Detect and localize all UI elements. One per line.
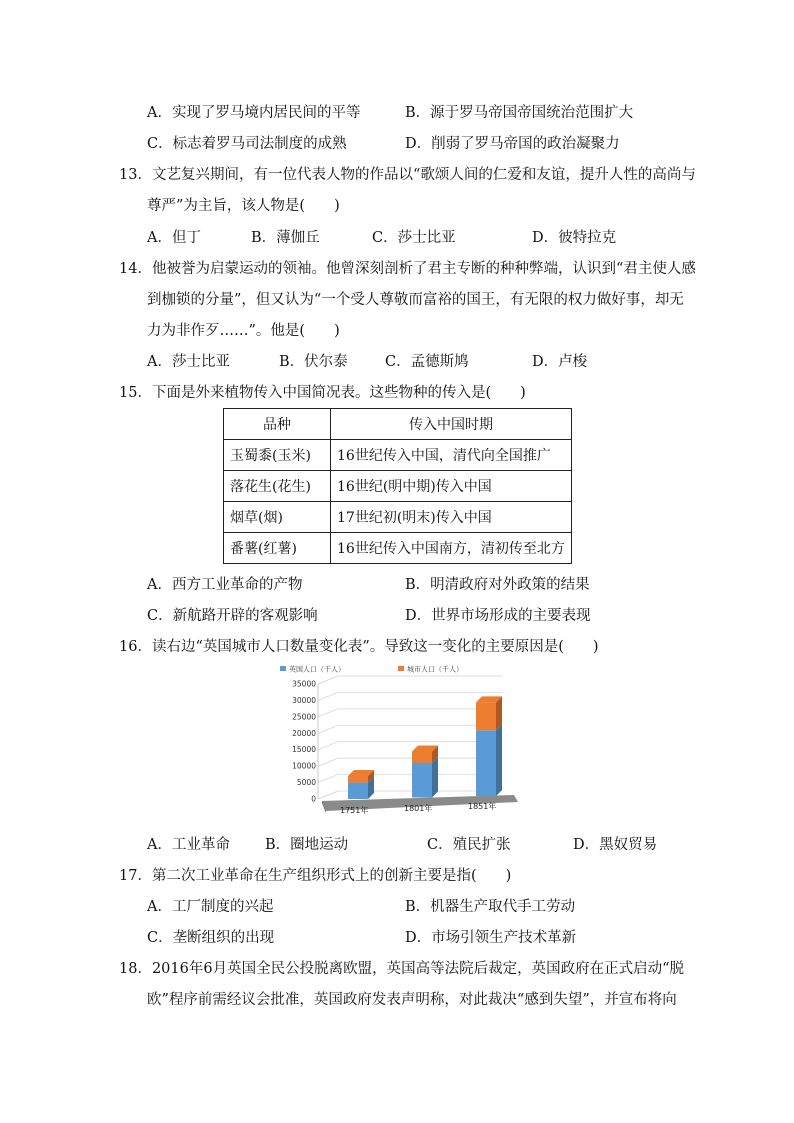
- q13-option-a: A．但丁: [147, 230, 201, 246]
- y-tick-label: 5000: [296, 778, 316, 788]
- chart-grid: [318, 676, 502, 799]
- legend-swatch: [398, 666, 404, 671]
- table-cell: 17世纪初(明末)传入中国: [331, 502, 572, 533]
- table-row: [224, 533, 572, 564]
- q17-option-a: A．工厂制度的兴起: [147, 899, 274, 915]
- grid-line: [318, 676, 338, 684]
- q16-option-b: B．圈地运动: [265, 837, 349, 853]
- q12-option-b: B．源于罗马帝国帝国统治范围扩大: [405, 105, 634, 121]
- q13-stem-line1: 13．文艺复兴期间，有一位代表人物的作品以“歌颂人间的仁爱和友谊，提升人性的高尚与: [119, 167, 696, 183]
- x-tick-label: 1801年: [404, 804, 433, 813]
- table-header-cell: 传入中国时期: [331, 409, 572, 440]
- q13-option-c: C．莎士比亚: [372, 230, 456, 246]
- chart-legend: [280, 665, 463, 674]
- q14-stem-line2: 到枷锁的分量”，但又认为“一个受人尊敬而富裕的国王，有无限的权力做好事，却无: [147, 292, 684, 308]
- legend-swatch: [280, 666, 286, 671]
- bar-segment-front: [348, 776, 368, 783]
- grid-line: [318, 758, 338, 766]
- bar-segment-front: [412, 752, 432, 764]
- q16-option-c: C．殖民扩张: [427, 837, 511, 853]
- y-tick-label: 10000: [292, 761, 316, 771]
- bar-segment-front: [412, 763, 432, 798]
- table-header-row: [224, 409, 572, 440]
- q17-option-b: B．机器生产取代手工劳动: [405, 899, 576, 915]
- grid-line: [318, 775, 338, 783]
- table-cell: 烟草(烟): [224, 502, 331, 533]
- y-tick-label: 20000: [292, 728, 316, 738]
- table-cell: 落花生(花生): [224, 471, 331, 502]
- q12-option-c: C．标志着罗马司法制度的成熟: [147, 136, 347, 152]
- q13-option-b: B．薄伽丘: [251, 230, 320, 246]
- bar-segment-side: [496, 724, 502, 796]
- q16-option-d: D．黑奴贸易: [573, 837, 658, 853]
- q15-option-c: C．新航路开辟的客观影响: [147, 608, 318, 624]
- bar-segment-front: [476, 702, 496, 730]
- grid-line: [318, 742, 338, 750]
- table-row: [224, 440, 572, 471]
- table-header-cell: 品种: [224, 409, 331, 440]
- table-cell: 玉蜀黍(玉米): [224, 440, 331, 471]
- q14-option-b: B．伏尔泰: [279, 354, 348, 370]
- grid-line: [318, 709, 338, 717]
- q18-stem-line2: 欧”程序前需经议会批准，英国政府发表声明称，对此裁决“感到失望”，并宣布将向: [147, 992, 677, 1008]
- legend-label: 城市人口（千人）: [407, 665, 463, 674]
- bar-segment-side: [432, 757, 438, 798]
- chart-y-axis: [292, 680, 316, 804]
- q17-stem-line1: 17．第二次工业革命在生产组织形式上的创新主要是指( ): [119, 868, 512, 884]
- q13-option-d: D．彼特拉克: [532, 230, 617, 246]
- y-tick-label: 0: [311, 794, 316, 804]
- q17-option-c: C．垄断组织的出现: [147, 930, 275, 946]
- x-tick-label: 1851年: [468, 802, 497, 811]
- q12-option-d: D．削弱了罗马帝国的政治凝聚力: [405, 136, 620, 152]
- table-cell: 16世纪传入中国南方，清初传至北方: [331, 533, 572, 564]
- q14-stem-line3: 力为非作歹……”。他是( ): [147, 323, 340, 339]
- q14-option-d: D．卢梭: [532, 354, 588, 370]
- bar-segment-front: [476, 730, 496, 796]
- q14-option-c: C．孟德斯鸠: [385, 354, 469, 370]
- q15-option-b: B．明清政府对外政策的结果: [405, 577, 590, 593]
- table-row: [224, 502, 572, 533]
- y-tick-label: 35000: [292, 679, 316, 689]
- chart-bars: [348, 696, 502, 799]
- y-tick-label: 30000: [292, 695, 316, 705]
- grid-line: [318, 725, 338, 733]
- q18-stem-line1: 18．2016年6月英国全民公投脱离欧盟，英国高等法院后裁定，英国政府在正式启动“脱: [119, 961, 684, 977]
- q12-option-a: A．实现了罗马境内居民间的平等: [147, 105, 361, 121]
- q15-option-a: A．西方工业革命的产物: [147, 577, 303, 593]
- table-cell: 16世纪传入中国，清代向全国推广: [331, 440, 572, 471]
- table-row: [224, 471, 572, 502]
- q17-option-d: D．市场引领生产技术革新: [405, 930, 577, 946]
- population-chart: [270, 662, 540, 822]
- table-cell: 番薯(红薯): [224, 533, 331, 564]
- y-tick-label: 25000: [292, 712, 316, 722]
- y-tick-label: 15000: [292, 745, 316, 755]
- table-cell: 16世纪(明中期)传入中国: [331, 471, 572, 502]
- legend-label: 英国人口（千人）: [289, 665, 345, 674]
- q14-option-a: A．莎士比亚: [147, 354, 230, 370]
- grid-line: [318, 692, 338, 700]
- q16-option-a: A．工业革命: [147, 837, 230, 853]
- x-tick-label: 1751年: [340, 806, 369, 815]
- q15-stem-line1: 15．下面是外来植物传入中国简况表。这些物种的传入是( ): [119, 385, 526, 401]
- grid-line: [318, 791, 338, 799]
- bar-segment-front: [348, 783, 368, 799]
- q14-stem-line1: 14．他被誉为启蒙运动的领袖。他曾深刻剖析了君主专断的种种弊端，认识到“君主使人感: [119, 261, 696, 277]
- plant-introduction-table: [223, 408, 572, 564]
- q16-stem-line1: 16．读右边“英国城市人口数量变化表”。导致这一变化的主要原因是( ): [119, 639, 599, 655]
- q13-stem-line2: 尊严”为主旨，该人物是( ): [147, 198, 340, 214]
- q15-option-d: D．世界市场形成的主要表现: [405, 608, 591, 624]
